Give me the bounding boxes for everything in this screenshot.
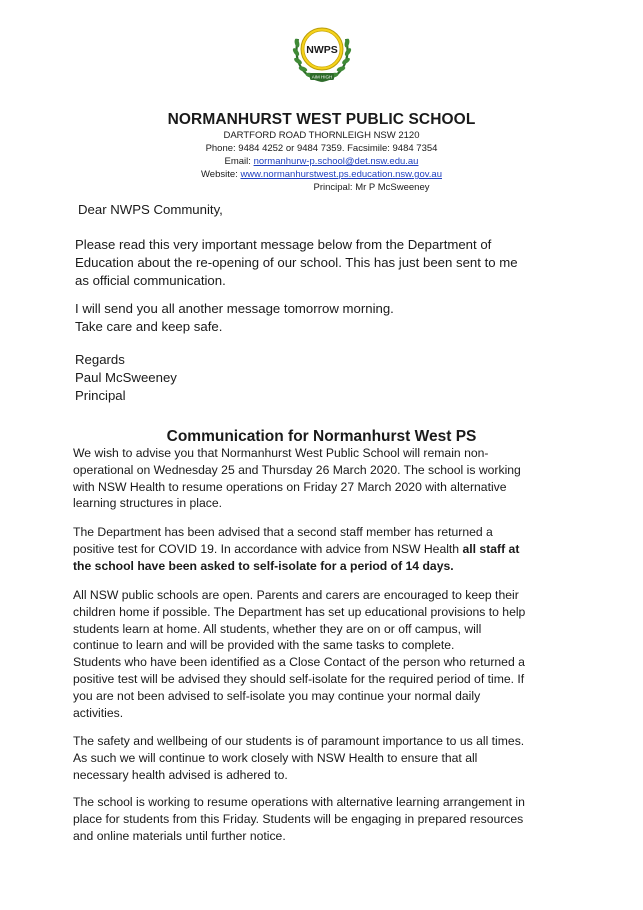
communication-paragraph-4: [73, 733, 573, 783]
paragraph-line: necessary health advised is adhered to.: [73, 767, 288, 782]
intro-paragraph: [75, 236, 595, 290]
signoff-line: Regards: [75, 352, 125, 367]
communication-title: Communication for Normanhurst West PS: [166, 428, 477, 445]
followup-line: Take care and keep safe.: [75, 319, 223, 334]
followup-paragraph: [75, 300, 595, 336]
paragraph-line: activities.: [73, 705, 124, 720]
website-line: [0, 170, 643, 180]
signoff: [75, 351, 595, 405]
paragraph-line: The Department has been advised that a second staff member has returned a: [73, 525, 493, 539]
intro-line: Education about the re-opening of our school. This has just been sent to me: [75, 255, 518, 270]
intro-line: Please read this very important message below from the Department of: [75, 237, 492, 252]
paragraph-line: We wish to advise you that Normanhurst West Public School will remain non-: [73, 446, 489, 460]
communication-paragraph-5: [73, 794, 573, 844]
salutation: Dear NWPS Community,: [78, 202, 223, 217]
intro-line: as official communication.: [75, 273, 226, 288]
bold-text: all staff at: [462, 541, 520, 556]
website-link[interactable]: www.normanhurstwest.ps.education.nsw.gov.au: [240, 169, 442, 180]
paragraph-line: The school is working to resume operations with alternative learning arrangement in: [73, 795, 525, 809]
logo-motto: AIM HIGH: [311, 74, 333, 80]
paragraph-line: positive test will be advised they should self-isolate for the required period of time. If: [73, 671, 525, 686]
paragraph-text: positive test for COVID 19. In accordance with advice from NSW Health: [73, 541, 463, 556]
paragraph-line: [73, 541, 573, 558]
website-label: Website:: [201, 169, 238, 180]
email-link[interactable]: normanhurw-p.school@det.nsw.edu.au: [253, 156, 419, 167]
paragraph-line: The safety and wellbeing of our students is of paramount importance to us all times.: [73, 734, 525, 748]
paragraph-line: learning structures in place.: [73, 496, 223, 511]
logo-text: NWPS: [306, 44, 338, 56]
paragraph-line: children home if possible. The Department has set up educational provisions to help: [73, 604, 526, 619]
email-line: [0, 157, 643, 167]
paragraph-line: operational on Wednesday 25 and Thursday 26 March 2020. The school is working: [73, 462, 521, 477]
communication-paragraph-3: [73, 587, 573, 721]
followup-line: I will send you all another message tomorrow morning.: [75, 301, 394, 316]
paragraph-line: As such we will continue to work closely with NSW Health to ensure that all: [73, 750, 478, 765]
signoff-line: Paul McSweeney: [75, 370, 177, 385]
school-logo: [289, 17, 355, 87]
phone-line: Phone: 9484 4252 or 9484 7359. Facsimile: 9484 7354: [205, 143, 438, 154]
communication-paragraph-2: [73, 524, 573, 574]
communication-paragraph-1: [73, 445, 573, 512]
paragraph-line: Students who have been identified as a Close Contact of the person who returned a: [73, 655, 525, 670]
bold-text: the school have been asked to self-isolate for a period of 14 days.: [73, 558, 454, 573]
paragraph-line: you are not been advised to self-isolate you may continue your normal daily: [73, 688, 481, 703]
school-name: NORMANHURST WEST PUBLIC SCHOOL: [167, 111, 476, 128]
paragraph-line: continue to learn and will be provided with the same tasks to complete.: [73, 638, 455, 653]
school-address: DARTFORD ROAD THORNLEIGH NSW 2120: [223, 130, 420, 141]
email-label: Email:: [224, 156, 251, 167]
paragraph-line: students learn at home. All students, whether they are on or off campus, will: [73, 621, 482, 636]
signoff-line: Principal: [75, 388, 126, 403]
principal-line: Principal: Mr P McSweeney: [313, 182, 430, 193]
paragraph-line: and online materials until further notice.: [73, 828, 286, 843]
paragraph-line: All NSW public schools are open. Parents and carers are encouraged to keep their: [73, 588, 519, 602]
paragraph-line: place for students from this Friday. Students will be engaging in prepared resources: [73, 811, 524, 826]
paragraph-line: with NSW Health to resume operations on Friday 27 March 2020 with alternative: [73, 479, 507, 494]
